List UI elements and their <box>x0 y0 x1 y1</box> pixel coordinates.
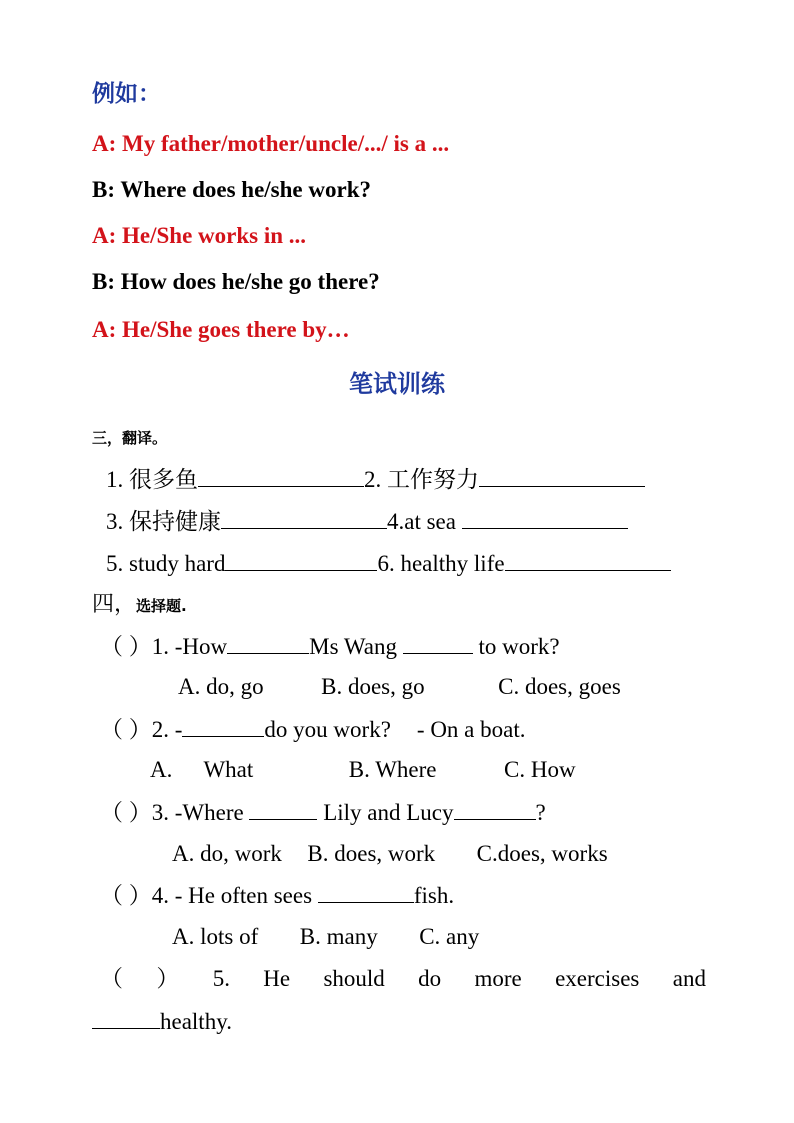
example-line-5: A: He/She goes there by… <box>92 317 350 342</box>
option-a-text[interactable]: What <box>203 757 254 782</box>
option-c[interactable]: C. How <box>504 757 576 782</box>
question-4-options <box>172 922 479 952</box>
option-a[interactable]: A. do, work <box>172 841 282 866</box>
answer-paren-close[interactable]: ） <box>156 966 180 991</box>
answer-paren-open[interactable]: （ <box>100 966 123 991</box>
question-2: （ ）2. - do you work? - On a boat. <box>100 714 525 745</box>
answer-paren[interactable]: （ ） <box>100 717 152 742</box>
option-b[interactable]: B. many <box>299 924 378 949</box>
example-line-4: B: How does he/she go there? <box>92 269 380 294</box>
option-b[interactable]: B. Where <box>348 757 437 782</box>
example-heading: 例如： <box>92 81 161 106</box>
answer-blank[interactable] <box>479 464 645 487</box>
answer-blank[interactable] <box>462 506 628 529</box>
written-practice-title: 笔试训练 <box>349 370 445 398</box>
answer-blank[interactable] <box>198 464 364 487</box>
translation-row-2 <box>106 506 628 537</box>
question-1: （ ）1. -How Ms Wang to work? <box>100 631 560 662</box>
option-b[interactable]: B. does, go <box>321 674 425 699</box>
answer-blank[interactable] <box>403 631 473 654</box>
option-b[interactable]: B. does, work <box>307 841 436 866</box>
translation-item-2: 2. 工作努力 <box>364 467 479 492</box>
translation-row-3 <box>106 548 671 579</box>
question-5: （ ） 5. He should do more exercises and <box>100 964 706 994</box>
section4-title: 选择题. <box>136 597 187 615</box>
answer-blank[interactable] <box>318 880 414 903</box>
example-line-1: A: My father/mother/uncle/.../ is a ... <box>92 131 450 156</box>
answer-blank[interactable] <box>221 506 387 529</box>
answer-blank[interactable] <box>92 1006 160 1029</box>
section3-label: 三，翻译。 <box>92 429 168 447</box>
translation-item-5: 5. study hard <box>106 551 226 576</box>
answer-blank[interactable] <box>182 714 264 737</box>
answer-paren[interactable]: （ ） <box>100 800 152 825</box>
question-4: （ ）4. - He often sees fish. <box>100 880 454 911</box>
option-c[interactable]: C. any <box>419 924 480 949</box>
translation-item-6: 6. healthy life <box>377 551 505 576</box>
option-a[interactable]: A. do, go <box>178 674 264 699</box>
option-a[interactable]: A. lots of <box>172 924 259 949</box>
answer-paren[interactable]: （ ） <box>100 883 152 908</box>
answer-blank[interactable] <box>227 631 309 654</box>
question-1-options <box>178 672 621 702</box>
question-5-continued: healthy. <box>92 1006 232 1037</box>
section4-label <box>92 590 187 620</box>
section4-number: 四， <box>92 592 137 617</box>
translation-item-1: 1. 很多鱼 <box>106 467 198 492</box>
translation-row-1 <box>106 464 645 495</box>
question-3: （ ）3. -Where Lily and Lucy ? <box>100 797 546 828</box>
option-c[interactable]: C. does, goes <box>498 674 621 699</box>
question-3-options <box>172 839 608 869</box>
translation-item-4: 4.at sea <box>387 509 462 534</box>
option-a[interactable]: A. <box>150 757 173 782</box>
question-2-options <box>150 755 576 785</box>
answer-blank[interactable] <box>505 548 671 571</box>
answer-paren[interactable]: （ ） <box>100 634 152 659</box>
answer-blank[interactable] <box>454 797 536 820</box>
option-c[interactable]: C.does, works <box>476 841 608 866</box>
translation-item-3: 3. 保持健康 <box>106 509 221 534</box>
answer-blank[interactable] <box>225 548 377 571</box>
example-line-3: A: He/She works in ... <box>92 223 307 248</box>
example-line-2: B: Where does he/she work? <box>92 177 371 202</box>
answer-blank[interactable] <box>249 797 317 820</box>
